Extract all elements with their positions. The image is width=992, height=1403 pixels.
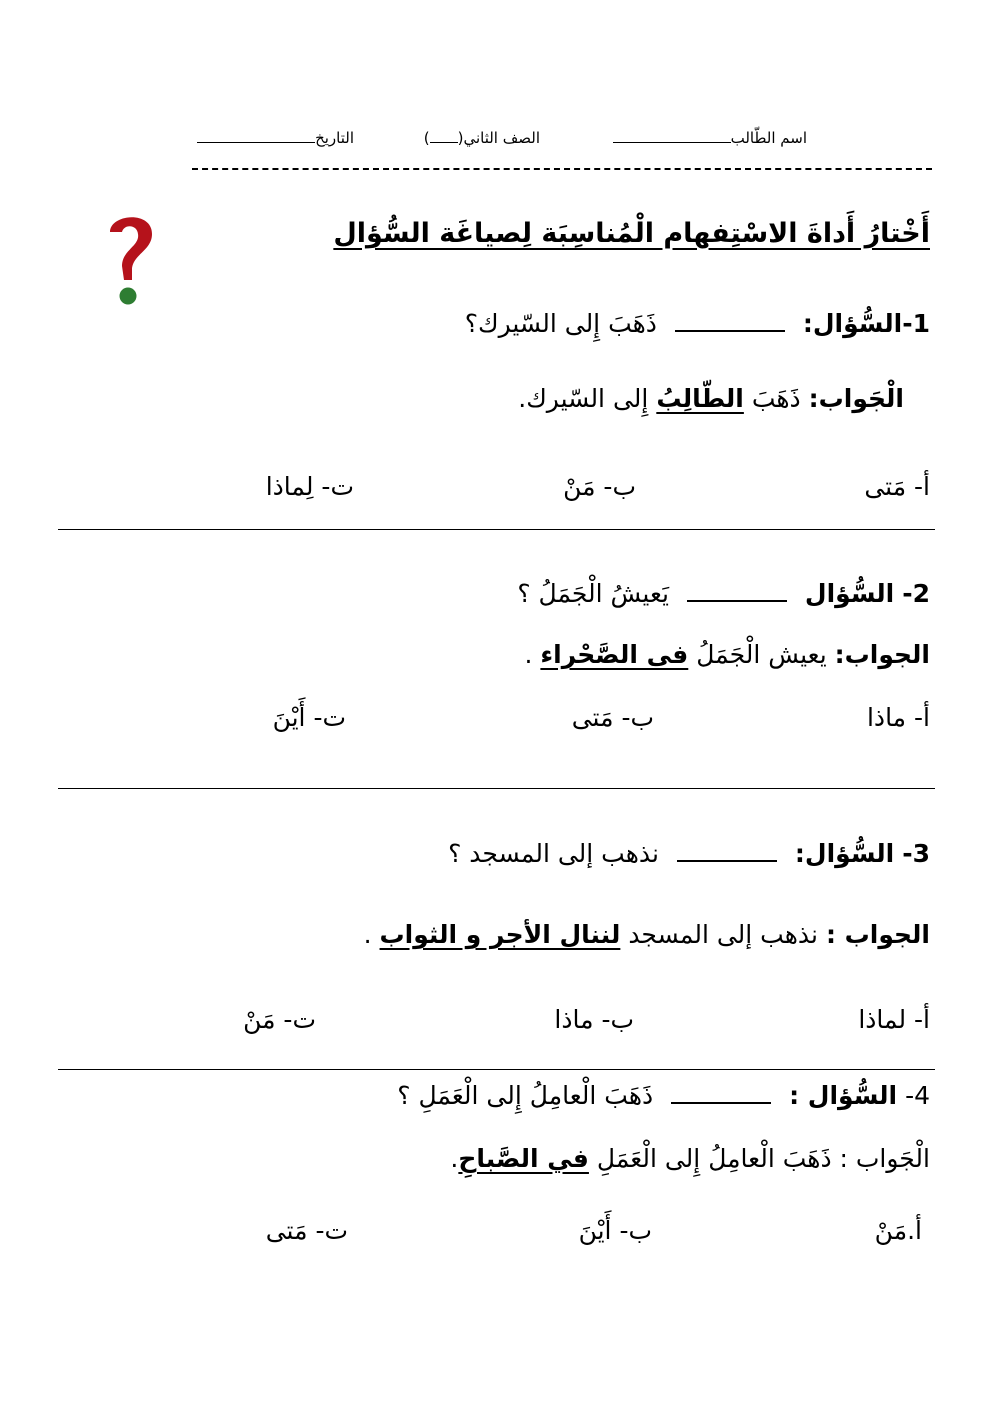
answer-3: الجواب : نذهب إلى المسجد لننال الأجر و الثواب .	[363, 920, 930, 949]
student-name-label: اسم الطّالب	[730, 129, 807, 147]
question-3: 3- السُّؤال: نذهب إلى المسجد ؟	[448, 836, 930, 868]
dashed-separator	[192, 168, 932, 170]
answer-2-highlight: فى الصَّحْراء	[540, 640, 689, 669]
section-divider	[58, 788, 935, 789]
student-name-field[interactable]	[613, 126, 807, 147]
q1-choice-c[interactable]: ت- لِماذا	[265, 472, 354, 501]
q1-choice-b[interactable]: ب- مَنْ	[563, 472, 636, 501]
answer-2: الجواب: يعيش الْجَمَلُ فى الصَّحْراء .	[524, 640, 930, 669]
q2-choice-c[interactable]: ت- أَيْنَ	[272, 703, 346, 732]
student-name-blank[interactable]	[613, 126, 731, 143]
question-1-blank[interactable]	[675, 306, 785, 332]
question-2-blank[interactable]	[687, 576, 787, 602]
q3-choice-a[interactable]: أ- لماذا	[858, 1005, 930, 1034]
q4-choice-c[interactable]: ت- مَتى	[265, 1216, 348, 1245]
answer-4: الْجَواب : ذَهَبَ الْعامِلُ إِلى الْعَمَلِ في الصَّباحِ.	[450, 1144, 930, 1173]
q1-choice-a[interactable]: أ- مَتى	[864, 472, 930, 501]
question-2: 2- السُّؤال يَعيشُ الْجَمَلُ ؟	[517, 576, 930, 608]
date-label: التاريخ	[315, 129, 354, 147]
q2-choice-b[interactable]: ب- مَتى	[571, 703, 654, 732]
section-divider	[58, 529, 935, 530]
question-mark-icon	[100, 210, 160, 310]
q4-choice-b[interactable]: ب- أَيْنَ	[578, 1216, 652, 1245]
q3-choice-c[interactable]: ت- مَنْ	[243, 1005, 316, 1034]
section-divider	[58, 1069, 935, 1070]
answer-1-highlight: الطّالِبُ	[656, 384, 744, 413]
date-field[interactable]	[197, 126, 354, 147]
answer-3-highlight: لننال الأجر و الثواب	[379, 920, 621, 949]
grade-blank[interactable]	[430, 126, 458, 143]
grade-field: الصف الثاني()	[424, 126, 540, 147]
q3-choice-b[interactable]: ب- ماذا	[554, 1005, 634, 1034]
date-blank[interactable]	[197, 126, 315, 143]
grade-label: الصف الثاني(	[457, 129, 540, 147]
question-3-blank[interactable]	[677, 836, 777, 862]
answer-4-highlight: في الصَّباحِ	[458, 1144, 589, 1173]
question-4-blank[interactable]	[671, 1078, 771, 1104]
answer-1: الْجَواب: ذَهَبَ الطّالِبُ إِلى السّيرك.	[518, 384, 904, 413]
question-1: 1-السُّؤال: ذَهَبَ إِلى السّيرك؟	[465, 306, 930, 338]
question-mark-dot	[120, 288, 137, 305]
question-mark-hook	[110, 217, 152, 280]
q4-choice-a[interactable]: أ.مَنْ	[874, 1216, 922, 1245]
worksheet-title: أَخْتارُ أَداةَ الاسْتِفهام الْمُناسِبَة لِصياغَة السُّؤال	[333, 218, 930, 249]
question-4: 4- السُّؤال : ذَهَبَ الْعامِلُ إِلى الْعَمَلِ ؟	[397, 1078, 930, 1110]
q2-choice-a[interactable]: أ- ماذا	[866, 703, 930, 732]
